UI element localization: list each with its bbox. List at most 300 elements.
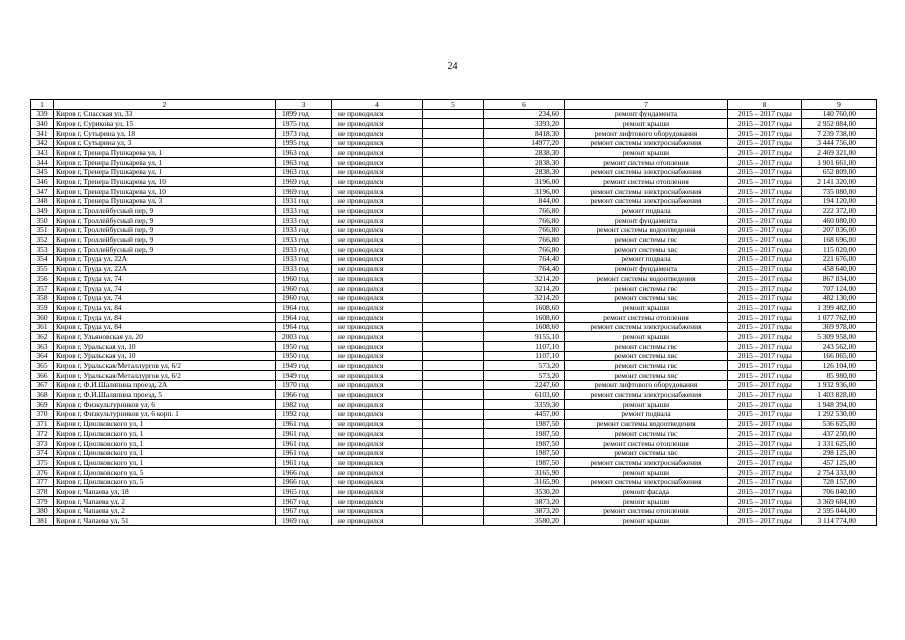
table-cell: 766,80	[484, 206, 565, 216]
table-cell	[423, 390, 484, 400]
table-row	[31, 477, 877, 487]
table-cell: 366	[31, 371, 54, 381]
table-body	[31, 100, 877, 526]
table-cell: Киров г, Тренера Пушкарева ул, 1	[54, 167, 276, 177]
table-cell	[423, 206, 484, 216]
table-cell: Киров г, Троллейбусный пер, 9	[54, 216, 276, 226]
table-cell: ремонт подвала	[565, 409, 728, 419]
table-cell: не проводился	[332, 351, 423, 361]
table-cell: 1963 год	[276, 167, 332, 177]
table-row	[31, 235, 877, 245]
table-cell: не проводился	[332, 196, 423, 206]
table-cell: 1949 год	[276, 371, 332, 381]
table-row	[31, 196, 877, 206]
table-cell: 360	[31, 312, 54, 322]
table-cell: 2015 – 2017 годы	[728, 516, 802, 526]
table-row	[31, 458, 877, 468]
table-row	[31, 245, 877, 255]
table-cell: 1964 год	[276, 322, 332, 332]
table-cell: 2015 – 2017 годы	[728, 206, 802, 216]
table-cell: Киров г, Циолковского ул, 1	[54, 429, 276, 439]
table-cell: 1960 год	[276, 283, 332, 293]
table-cell: ремонт крыши	[565, 303, 728, 313]
table-cell: 1950 год	[276, 342, 332, 352]
table-cell: не проводился	[332, 119, 423, 129]
table-cell: 371	[31, 419, 54, 429]
table-cell: 353	[31, 245, 54, 255]
table-cell	[423, 477, 484, 487]
table-row	[31, 157, 877, 167]
table-row	[31, 380, 877, 390]
table-cell: 375	[31, 458, 54, 468]
table-cell: 457 125,00	[802, 458, 877, 468]
table-cell: 369 978,00	[802, 322, 877, 332]
table-cell: 3 444 756,00	[802, 138, 877, 148]
table-cell: ремонт системы отопления	[565, 157, 728, 167]
table-cell: 222 372,00	[802, 206, 877, 216]
table-cell: не проводился	[332, 128, 423, 138]
table-cell: 373	[31, 438, 54, 448]
table-cell: 2003 год	[276, 332, 332, 342]
table-cell	[423, 361, 484, 371]
table-cell: не проводился	[332, 167, 423, 177]
table-cell: 364	[31, 351, 54, 361]
table-cell: 1960 год	[276, 293, 332, 303]
table-cell: 358	[31, 293, 54, 303]
table-row	[31, 516, 877, 526]
table-cell: 3214,20	[484, 274, 565, 284]
table-cell	[423, 429, 484, 439]
table-cell	[423, 448, 484, 458]
table-cell	[423, 167, 484, 177]
table-cell: ремонт системы гвс	[565, 235, 728, 245]
table-cell: 1107,10	[484, 342, 565, 352]
table-cell: ремонт фундамента	[565, 216, 728, 226]
table-cell: 2015 – 2017 годы	[728, 138, 802, 148]
table-cell	[423, 409, 484, 419]
table-cell: 234,60	[484, 109, 565, 119]
table-row	[31, 409, 877, 419]
table-cell: 2015 – 2017 годы	[728, 477, 802, 487]
table-cell: 2015 – 2017 годы	[728, 506, 802, 516]
table-cell: ремонт системы водоотведения	[565, 274, 728, 284]
table-cell: 351	[31, 225, 54, 235]
table-cell	[423, 128, 484, 138]
table-cell: 3165,90	[484, 467, 565, 477]
table-cell	[423, 196, 484, 206]
repair-program-table	[30, 99, 877, 526]
column-header: 8	[728, 100, 802, 110]
table-cell: 2015 – 2017 годы	[728, 119, 802, 129]
table-cell: 1969 год	[276, 187, 332, 197]
table-cell: не проводился	[332, 390, 423, 400]
table-row	[31, 400, 877, 410]
table-cell: 85 980,00	[802, 371, 877, 381]
table-cell: 2015 – 2017 годы	[728, 332, 802, 342]
table-cell: 3214,20	[484, 283, 565, 293]
table-cell: Киров г, Труда ул, 84	[54, 322, 276, 332]
table-cell: 2015 – 2017 годы	[728, 148, 802, 158]
table-cell: ремонт системы хвс	[565, 371, 728, 381]
column-header: 4	[332, 100, 423, 110]
table-cell: 2015 – 2017 годы	[728, 216, 802, 226]
table-cell: 2015 – 2017 годы	[728, 245, 802, 255]
table-row	[31, 322, 877, 332]
column-header: 5	[423, 100, 484, 110]
table-cell: 9155,10	[484, 332, 565, 342]
table-cell: 2015 – 2017 годы	[728, 254, 802, 264]
column-header: 2	[54, 100, 276, 110]
table-cell: Киров г, Троллейбусный пер, 9	[54, 225, 276, 235]
table-cell: 2015 – 2017 годы	[728, 467, 802, 477]
table-row	[31, 487, 877, 497]
table-row	[31, 312, 877, 322]
table-cell: 1 292 530,00	[802, 409, 877, 419]
table-cell: 1933 год	[276, 216, 332, 226]
table-cell: 1966 год	[276, 467, 332, 477]
table-cell: 1608,60	[484, 303, 565, 313]
table-cell: не проводился	[332, 138, 423, 148]
table-cell: 2015 – 2017 годы	[728, 448, 802, 458]
table-cell: 1964 год	[276, 312, 332, 322]
table-cell: не проводился	[332, 274, 423, 284]
table-cell: 7 239 738,00	[802, 128, 877, 138]
table-cell	[423, 506, 484, 516]
table-cell: 2247,60	[484, 380, 565, 390]
table-row	[31, 206, 877, 216]
table-row	[31, 390, 877, 400]
table-cell: 3214,20	[484, 293, 565, 303]
table-row	[31, 303, 877, 313]
table-cell: 766,80	[484, 235, 565, 245]
table-cell: 2015 – 2017 годы	[728, 342, 802, 352]
table-cell: ремонт системы водоотведения	[565, 225, 728, 235]
table-cell: ремонт крыши	[565, 400, 728, 410]
table-cell: ремонт системы хвс	[565, 245, 728, 255]
table-cell	[423, 303, 484, 313]
table-cell: 376	[31, 467, 54, 477]
table-cell	[423, 342, 484, 352]
column-header: 1	[31, 100, 54, 110]
table-cell: ремонт системы отопления	[565, 506, 728, 516]
table-cell: ремонт системы отопления	[565, 312, 728, 322]
table-cell: Киров г, Спасская ул, 33	[54, 109, 276, 119]
table-cell: 1987,50	[484, 438, 565, 448]
table-cell: не проводился	[332, 303, 423, 313]
table-cell: 363	[31, 342, 54, 352]
table-cell: ремонт подвала	[565, 254, 728, 264]
table-cell: 369	[31, 400, 54, 410]
table-cell: 1961 год	[276, 419, 332, 429]
table-cell	[423, 177, 484, 187]
table-cell: 2015 – 2017 годы	[728, 361, 802, 371]
table-cell: не проводился	[332, 332, 423, 342]
table-cell: 2015 – 2017 годы	[728, 371, 802, 381]
table-cell: 2015 – 2017 годы	[728, 438, 802, 448]
table-cell: ремонт системы гвс	[565, 429, 728, 439]
table-cell: 355	[31, 264, 54, 274]
table-cell: 3580,20	[484, 516, 565, 526]
table-cell: Киров г, Троллейбусный пер, 9	[54, 235, 276, 245]
table-cell: Киров г, Тренера Пушкарева ул, 10	[54, 187, 276, 197]
table-cell: 1965 год	[276, 487, 332, 497]
table-cell: 2015 – 2017 годы	[728, 283, 802, 293]
table-cell: 1966 год	[276, 477, 332, 487]
table-cell: Киров г, Труда ул, 74	[54, 283, 276, 293]
table-cell: 766,80	[484, 245, 565, 255]
table-cell: 458 640,00	[802, 264, 877, 274]
table-cell: ремонт системы гвс	[565, 342, 728, 352]
table-row	[31, 274, 877, 284]
table-cell: 362	[31, 332, 54, 342]
table-cell: Киров г, Сурикова ул, 15	[54, 119, 276, 129]
table-cell: 342	[31, 138, 54, 148]
table-cell: 2015 – 2017 годы	[728, 400, 802, 410]
table-cell: 1961 год	[276, 458, 332, 468]
table-row	[31, 177, 877, 187]
column-header: 6	[484, 100, 565, 110]
table-cell: Киров г, Циолковского ул, 1	[54, 419, 276, 429]
table-cell: 1933 год	[276, 245, 332, 255]
table-row	[31, 119, 877, 129]
table-cell: 14977,20	[484, 138, 565, 148]
table-cell: ремонт крыши	[565, 148, 728, 158]
page-number: 24	[447, 61, 458, 72]
table-cell: ремонт лифтового оборудования	[565, 380, 728, 390]
table-cell: 194 120,00	[802, 196, 877, 206]
table-cell: 3530,20	[484, 487, 565, 497]
table-cell: 381	[31, 516, 54, 526]
table-cell: Киров г, Циолковского ул, 1	[54, 438, 276, 448]
table-cell: не проводился	[332, 254, 423, 264]
table-cell: 766,80	[484, 216, 565, 226]
table-cell: ремонт крыши	[565, 332, 728, 342]
table-cell	[423, 254, 484, 264]
table-cell: Киров г, Ульяновская ул, 20	[54, 332, 276, 342]
table-cell: Киров г, Труда ул, 74	[54, 293, 276, 303]
table-cell: ремонт системы гвс	[565, 283, 728, 293]
table-cell: 368	[31, 390, 54, 400]
table-cell: 1608,60	[484, 322, 565, 332]
table-cell: 728 157,00	[802, 477, 877, 487]
table-cell	[423, 138, 484, 148]
table-cell: 2015 – 2017 годы	[728, 274, 802, 284]
table-cell: 2015 – 2017 годы	[728, 409, 802, 419]
table-cell	[423, 245, 484, 255]
table-cell: не проводился	[332, 380, 423, 390]
table-row	[31, 361, 877, 371]
table-cell: 346	[31, 177, 54, 187]
table-cell: 1964 год	[276, 303, 332, 313]
table-cell	[423, 438, 484, 448]
table-cell: не проводился	[332, 458, 423, 468]
table-cell: 2015 – 2017 годы	[728, 429, 802, 439]
table-cell: не проводился	[332, 477, 423, 487]
table-cell: ремонт системы электроснабжения	[565, 477, 728, 487]
table-cell: 2015 – 2017 годы	[728, 419, 802, 429]
table-cell: 2015 – 2017 годы	[728, 264, 802, 274]
table-cell: Киров г, Уральская/Металлургов ул, 6/2	[54, 371, 276, 381]
table-row	[31, 497, 877, 507]
table-cell: Киров г, Уральская/Металлургов ул, 6/2	[54, 361, 276, 371]
table-cell: 354	[31, 254, 54, 264]
table-row	[31, 438, 877, 448]
table-cell: Киров г, Ф.И.Шаляпина проезд, 2А	[54, 380, 276, 390]
table-cell: не проводился	[332, 177, 423, 187]
table-cell: 1107,10	[484, 351, 565, 361]
table-cell: 1933 год	[276, 254, 332, 264]
table-cell: Киров г, Уральская ул, 10	[54, 342, 276, 352]
table-cell: не проводился	[332, 400, 423, 410]
table-cell: 344	[31, 157, 54, 167]
table-cell: 2015 – 2017 годы	[728, 128, 802, 138]
table-row	[31, 148, 877, 158]
table-cell: 3359,30	[484, 400, 565, 410]
table-cell: 437 250,00	[802, 429, 877, 439]
table-cell: Киров г, Физкультурников ул, 6	[54, 400, 276, 410]
table-cell: не проводился	[332, 448, 423, 458]
table-cell: Киров г, Тренера Пушкарева ул, 1	[54, 148, 276, 158]
table-cell: 2015 – 2017 годы	[728, 187, 802, 197]
table-cell	[423, 371, 484, 381]
table-cell: 370	[31, 409, 54, 419]
table-cell: ремонт фундамента	[565, 264, 728, 274]
table-cell	[423, 264, 484, 274]
table-cell	[423, 400, 484, 410]
table-cell: 2015 – 2017 годы	[728, 235, 802, 245]
table-row	[31, 109, 877, 119]
table-row	[31, 225, 877, 235]
table-cell: не проводился	[332, 216, 423, 226]
table-cell: 1931 год	[276, 196, 332, 206]
table-cell	[423, 497, 484, 507]
table-cell: ремонт системы электроснабжения	[565, 187, 728, 197]
table-cell	[423, 351, 484, 361]
table-cell: Киров г, Тренера Пушкарева ул, 1	[54, 157, 276, 167]
table-cell	[423, 380, 484, 390]
table-cell: ремонт системы электроснабжения	[565, 458, 728, 468]
table-cell: 207 036,00	[802, 225, 877, 235]
table-cell: 1899 год	[276, 109, 332, 119]
table-cell: 3196,00	[484, 187, 565, 197]
table-cell: 867 834,00	[802, 274, 877, 284]
table-cell	[423, 157, 484, 167]
table-cell	[423, 293, 484, 303]
table-cell: Киров г, Труда ул, 22А	[54, 264, 276, 274]
table-cell	[423, 467, 484, 477]
table-cell: Киров г, Чапаева ул, 51	[54, 516, 276, 526]
table-cell: 347	[31, 187, 54, 197]
table-cell: не проводился	[332, 157, 423, 167]
table-cell: 2015 – 2017 годы	[728, 167, 802, 177]
table-cell: 735 080,00	[802, 187, 877, 197]
table-cell: ремонт лифтового оборудования	[565, 128, 728, 138]
table-cell: 2838,30	[484, 167, 565, 177]
table-cell: 1949 год	[276, 361, 332, 371]
table-row	[31, 264, 877, 274]
table-cell: 352	[31, 235, 54, 245]
table-cell: 2015 – 2017 годы	[728, 322, 802, 332]
table-cell	[423, 516, 484, 526]
table-cell: 1969 год	[276, 177, 332, 187]
table-cell: 1963 год	[276, 157, 332, 167]
table-cell: ремонт крыши	[565, 516, 728, 526]
table-cell	[423, 274, 484, 284]
table-row	[31, 342, 877, 352]
table-cell: 2015 – 2017 годы	[728, 225, 802, 235]
table-cell: Киров г, Циолковского ул, 1	[54, 448, 276, 458]
table-row	[31, 351, 877, 361]
table-cell: 2015 – 2017 годы	[728, 157, 802, 167]
table-cell: 2015 – 2017 годы	[728, 458, 802, 468]
table-cell: 243 562,00	[802, 342, 877, 352]
table-cell: 1933 год	[276, 206, 332, 216]
table-cell	[423, 187, 484, 197]
table-cell: Киров г, Труда ул, 84	[54, 312, 276, 322]
table-cell: 380	[31, 506, 54, 516]
table-cell: ремонт системы хвс	[565, 448, 728, 458]
table-cell: 536 625,00	[802, 419, 877, 429]
table-row	[31, 506, 877, 516]
table-cell: 339	[31, 109, 54, 119]
table-row	[31, 419, 877, 429]
table-cell: ремонт системы отопления	[565, 177, 728, 187]
table-cell: 1966 год	[276, 390, 332, 400]
table-row	[31, 254, 877, 264]
table-row	[31, 293, 877, 303]
table-cell: 1992 год	[276, 409, 332, 419]
table-cell: не проводился	[332, 187, 423, 197]
table-cell: 573,20	[484, 371, 565, 381]
table-cell: 766,80	[484, 225, 565, 235]
table-cell: Киров г, Труда ул, 74	[54, 274, 276, 284]
table-cell: Киров г, Чапаева ул, 18	[54, 487, 276, 497]
table-cell: Киров г, Троллейбусный пер, 9	[54, 206, 276, 216]
table-cell: 1995 год	[276, 138, 332, 148]
table-cell: 3393,20	[484, 119, 565, 129]
column-header: 3	[276, 100, 332, 110]
table-cell: 706 040,00	[802, 487, 877, 497]
table-cell: Киров г, Циолковского ул, 5	[54, 477, 276, 487]
table-cell: 2838,30	[484, 148, 565, 158]
table-cell: 8418,30	[484, 128, 565, 138]
table-cell: 460 080,00	[802, 216, 877, 226]
table-cell: 1967 год	[276, 497, 332, 507]
table-row	[31, 467, 877, 477]
table-cell: не проводился	[332, 371, 423, 381]
table-cell: не проводился	[332, 419, 423, 429]
table-cell: Киров г, Труда ул, 22А	[54, 254, 276, 264]
table-cell: 1970 год	[276, 380, 332, 390]
table-cell: 2015 – 2017 годы	[728, 390, 802, 400]
table-row	[31, 448, 877, 458]
table-cell: 357	[31, 283, 54, 293]
table-row	[31, 332, 877, 342]
table-cell: 379	[31, 497, 54, 507]
table-cell: 2015 – 2017 годы	[728, 497, 802, 507]
table-cell: 221 676,00	[802, 254, 877, 264]
table-cell: 1969 год	[276, 516, 332, 526]
table-cell: 359	[31, 303, 54, 313]
table-cell: ремонт системы отопления	[565, 438, 728, 448]
table-cell	[423, 419, 484, 429]
table-cell: Киров г, Сутырина ул, 3	[54, 138, 276, 148]
column-header: 7	[565, 100, 728, 110]
table-cell: 6103,60	[484, 390, 565, 400]
table-cell: 1 399 482,00	[802, 303, 877, 313]
table-cell: 764,40	[484, 254, 565, 264]
table-cell: не проводился	[332, 283, 423, 293]
